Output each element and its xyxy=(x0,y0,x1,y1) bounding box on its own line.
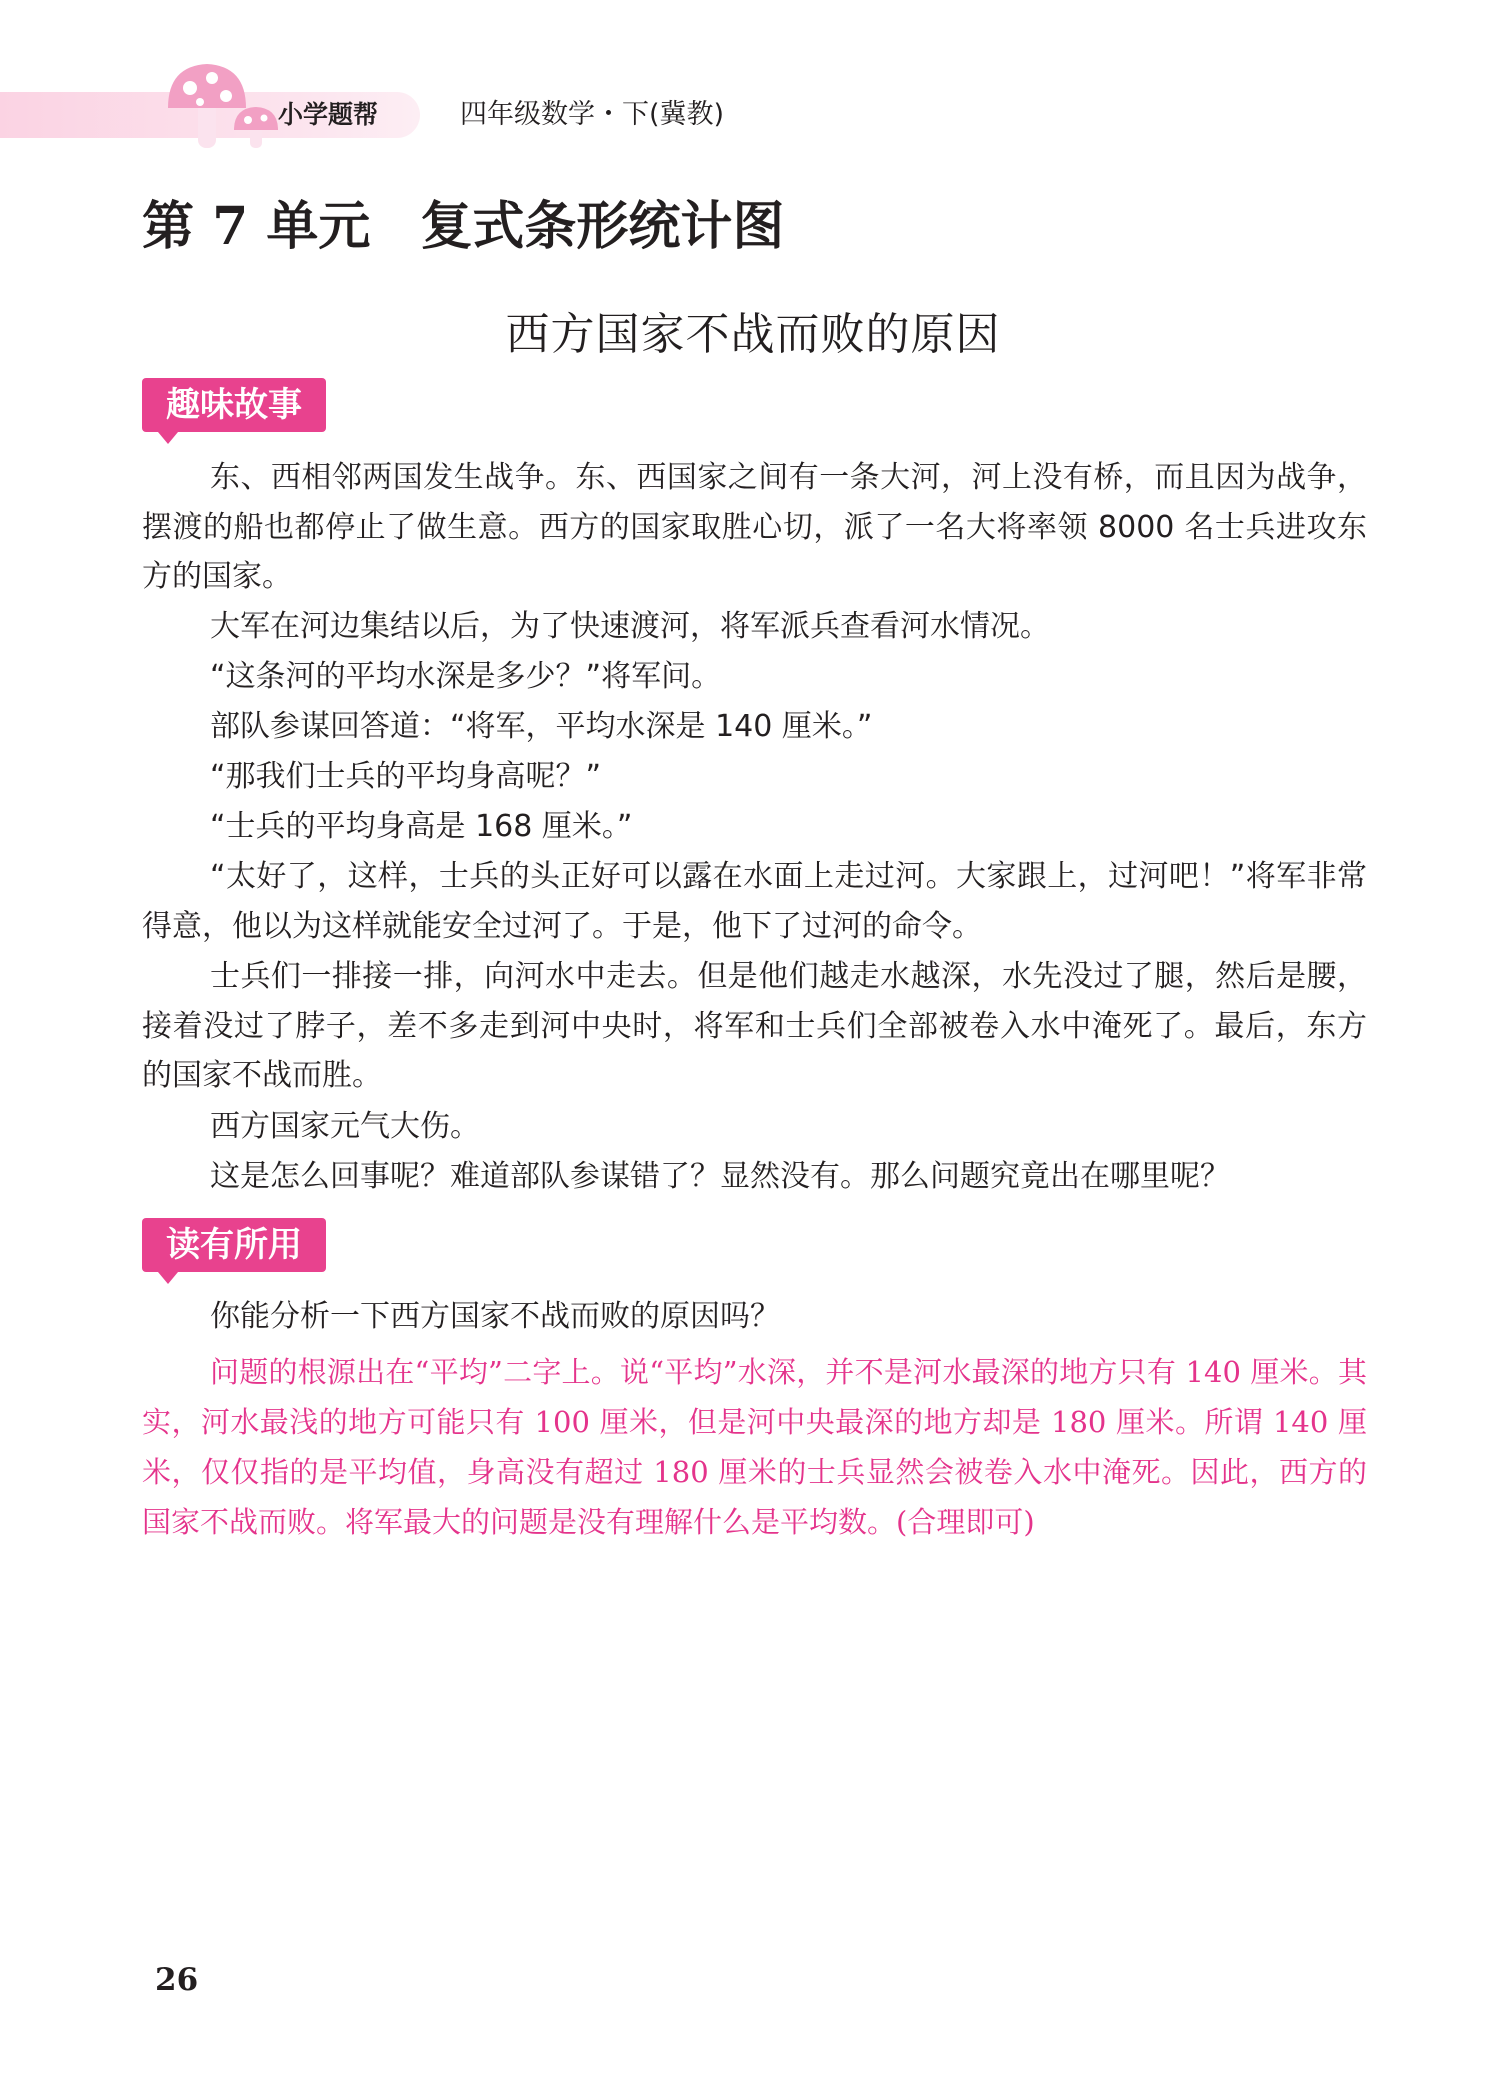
section-tag-read: 读有所用 xyxy=(142,1218,326,1272)
story-paragraph: 大军在河边集结以后，为了快速渡河，将军派兵查看河水情况。 xyxy=(210,609,1050,644)
story-paragraph: “士兵的平均身高是 168 厘米。” xyxy=(210,809,633,844)
book-series-label: 四年级数学・下(冀教) xyxy=(460,99,725,130)
unit-title xyxy=(142,190,784,264)
story-paragraph: “太好了，这样，士兵的头正好可以露在水面上走过河。大家跟上，过河吧！”将军非常得意，他以为这样就能安全过河了。于是，他下了过河的命令。 xyxy=(142,859,1367,944)
story-paragraph: 士兵们一排接一排，向河水中走去。但是他们越走水越深，水先没过了腿，然后是腰，接着没过了脖子，差不多走到河中央时，将军和士兵们全部被卷入水中淹死了。最后，东方的国家不战而胜。 xyxy=(142,959,1367,1093)
story-paragraph: 东、西相邻两国发生战争。东、西国家之间有一条大河，河上没有桥，而且因为战争，摆渡的船也都停止了做生意。西方的国家取胜心切，派了一名大将率领 8000 名士兵进攻东方的国家。 xyxy=(142,460,1367,594)
page-number: 26 xyxy=(155,1962,199,1998)
story-paragraph: 部队参谋回答道：“将军，平均水深是 140 厘米。” xyxy=(210,709,873,744)
story-paragraph: 西方国家元气大伤。 xyxy=(210,1109,480,1144)
brand-label: 小学题帮 xyxy=(278,100,379,129)
question-text: 你能分析一下西方国家不战而败的原因吗？ xyxy=(210,1299,780,1334)
unit-name: 复式条形统计图 xyxy=(420,196,785,257)
section-tag-story: 趣味故事 xyxy=(142,378,326,432)
unit-number: 第 7 单元 xyxy=(142,196,371,257)
story-title: 西方国家不战而败的原因 xyxy=(505,309,1001,360)
story-paragraph: 这是怎么回事呢？难道部队参谋错了？显然没有。那么问题究竟出在哪里呢？ xyxy=(210,1159,1230,1194)
story-paragraph: “这条河的平均水深是多少？”将军问。 xyxy=(210,659,722,694)
story-paragraph: “那我们士兵的平均身高呢？” xyxy=(210,759,602,794)
answer-text: 问题的根源出在“平均”二字上。说“平均”水深，并不是河水最深的地方只有 140 厘米。其实，河水最浅的地方可能只有 100 厘米，但是河中央最深的地方却是 180 厘米。所谓 140 厘米，仅仅指的是平均值，身高没有超过 180 厘米的士兵显然会被卷入水中淹死。因此，西方的国家不战而败。将军最大的问题是没有理解什么是平均数。(合理即可) xyxy=(142,1355,1367,1539)
